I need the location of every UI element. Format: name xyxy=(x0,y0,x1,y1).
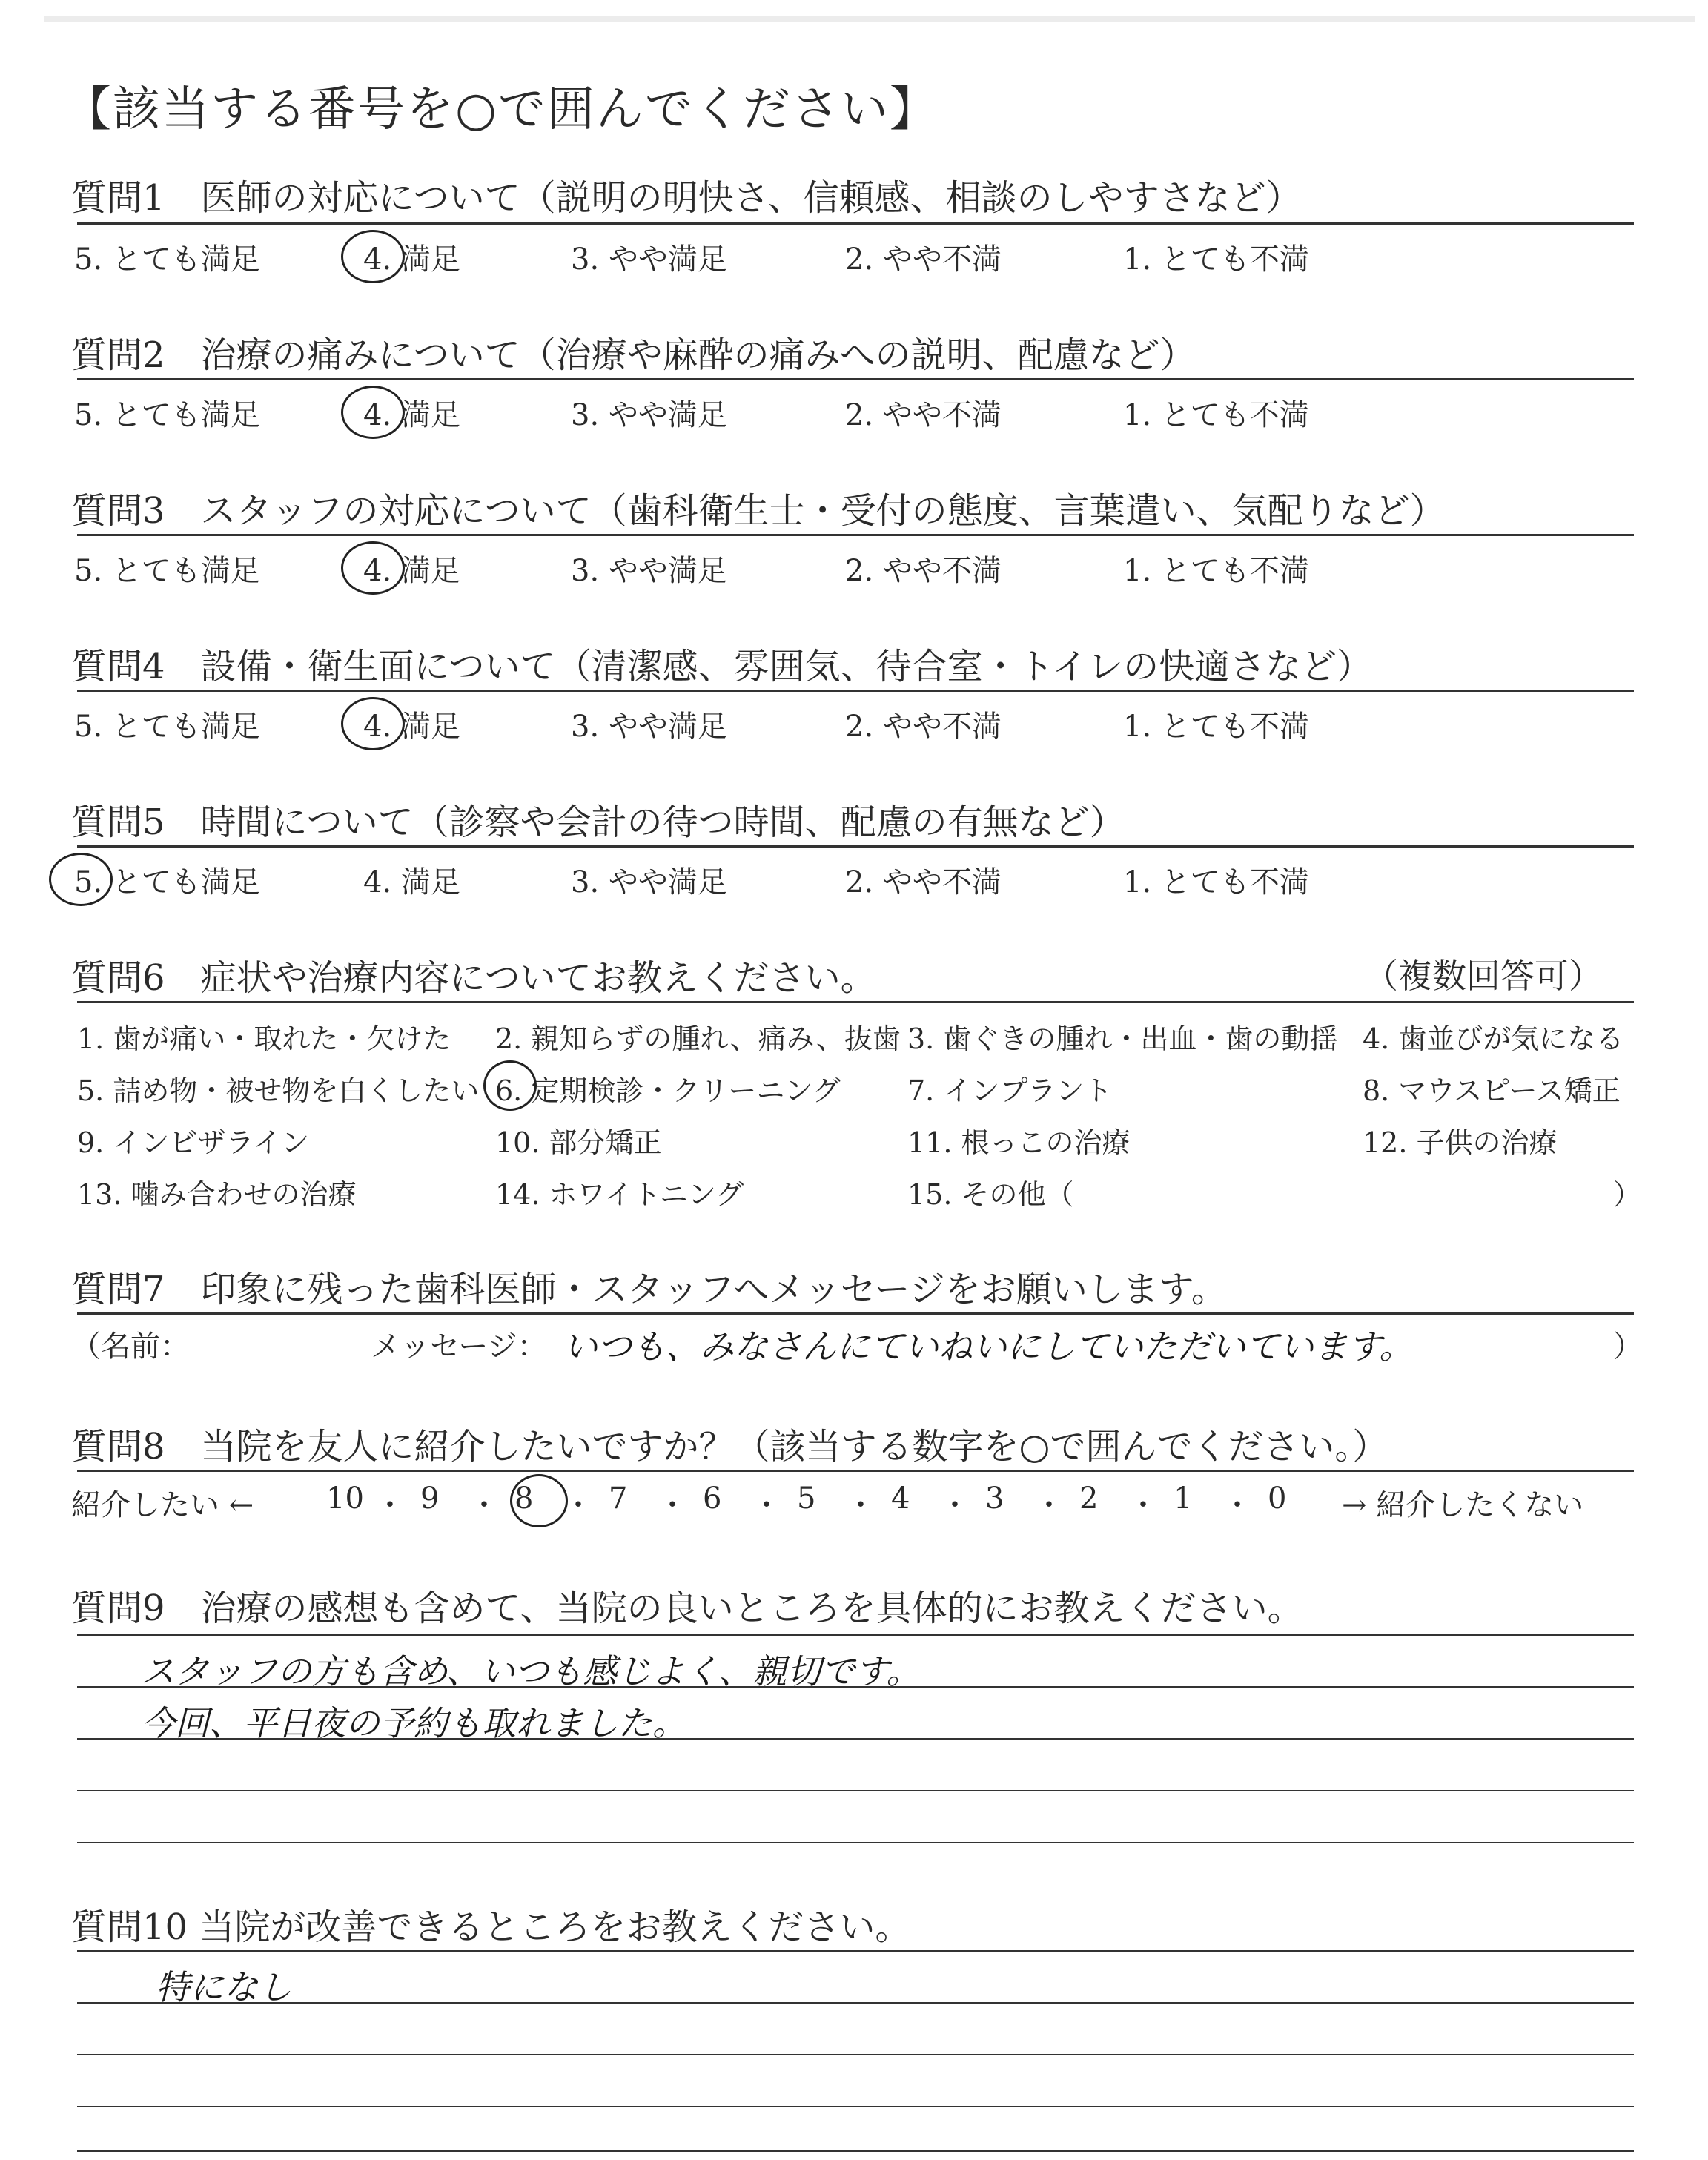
q8-scale-separator: ・ xyxy=(658,1488,687,1522)
q6-item-2[interactable]: 2. 親知らずの腫れ、痛み、抜歯 xyxy=(495,1023,901,1055)
q8-scale-separator: ・ xyxy=(940,1488,970,1522)
q8-scale-value-8[interactable]: 8 xyxy=(514,1482,534,1516)
q4-selection-circle xyxy=(341,697,405,750)
q6-item-7[interactable]: 7. インプラント xyxy=(907,1074,1113,1107)
q3-option-5[interactable]: 5. とても満足 xyxy=(74,554,260,588)
q6-item-12[interactable]: 12. 子供の治療 xyxy=(1363,1126,1558,1159)
question-4-heading: 質問4 設備・衛生面について（清潔感、雰囲気、待合室・トイレの快適さなど） xyxy=(71,646,1373,687)
question-7-heading: 質問7 印象に残った歯科医師・スタッフへメッセージをお願いします。 xyxy=(71,1269,1227,1310)
question-6-rule xyxy=(77,1001,1634,1003)
q10-answer-line-1[interactable]: 特になし xyxy=(156,1967,292,2007)
q5-option-2[interactable]: 2. やや不満 xyxy=(845,865,1002,899)
q10-writing-line-1 xyxy=(77,1950,1634,1952)
q6-selection-circle xyxy=(483,1060,537,1111)
q3-option-1[interactable]: 1. とても不満 xyxy=(1123,554,1309,588)
q8-scale-separator: ・ xyxy=(375,1488,405,1522)
q6-item-3[interactable]: 3. 歯ぐきの腫れ・出血・歯の動揺 xyxy=(907,1023,1338,1055)
q8-left-label: 紹介したい ← xyxy=(71,1488,254,1522)
question-3-heading: 質問3 スタッフの対応について（歯科衛生士・受付の態度、言葉遣い、気配りなど） xyxy=(71,490,1446,532)
question-3-rule xyxy=(77,534,1634,536)
q9-writing-line-5 xyxy=(77,1842,1634,1843)
question-6-note: （複数回答可） xyxy=(1364,956,1603,996)
question-2-heading: 質問2 治療の痛みについて（治療や麻酔の痛みへの説明、配慮など） xyxy=(71,334,1196,376)
q9-writing-line-1 xyxy=(77,1634,1634,1636)
q2-option-3[interactable]: 3. やや満足 xyxy=(571,398,727,432)
q6-item-5[interactable]: 5. 詰め物・被せ物を白くしたい xyxy=(77,1074,480,1107)
q5-option-5[interactable]: 5. とても満足 xyxy=(74,865,260,899)
q4-option-2[interactable]: 2. やや不満 xyxy=(845,710,1002,744)
q9-writing-line-4 xyxy=(77,1790,1634,1791)
q8-scale-separator: ・ xyxy=(563,1488,593,1522)
q5-option-3[interactable]: 3. やや満足 xyxy=(571,865,727,899)
question-10-heading: 質問10 当院が改善できるところをお教えください。 xyxy=(71,1906,911,1948)
q8-scale-separator: ・ xyxy=(1034,1488,1064,1522)
q7-message-handwriting[interactable]: いつも、みなさんにていねいにしていただいています。 xyxy=(563,1327,1414,1367)
q8-scale-value-1[interactable]: 1 xyxy=(1174,1482,1193,1516)
question-1-heading: 質問1 医師の対応について（説明の明快さ、信頼感、相談のしやすさなど） xyxy=(71,177,1302,219)
q8-scale-separator: ・ xyxy=(752,1488,781,1522)
q6-item-15-close: ） xyxy=(1613,1178,1642,1211)
q7-message-label: メッセージ： xyxy=(371,1330,547,1364)
q8-scale-value-5[interactable]: 5 xyxy=(797,1482,816,1516)
q6-item-1[interactable]: 1. 歯が痛い・取れた・欠けた xyxy=(77,1023,451,1055)
question-6-heading: 質問6 症状や治療内容についてお教えください。 xyxy=(71,957,876,999)
q2-option-2[interactable]: 2. やや不満 xyxy=(845,398,1002,432)
q10-writing-line-4 xyxy=(77,2106,1634,2107)
scan-top-edge xyxy=(44,16,1695,22)
q9-answer-line-2[interactable]: 今回、平日夜の予約も取れました。 xyxy=(141,1703,686,1743)
q2-option-5[interactable]: 5. とても満足 xyxy=(74,398,260,432)
question-1-rule xyxy=(77,222,1634,225)
q5-option-4[interactable]: 4. 満足 xyxy=(363,865,460,899)
q10-writing-line-3 xyxy=(77,2054,1634,2055)
q8-scale-value-3[interactable]: 3 xyxy=(985,1482,1004,1516)
q10-writing-line-5 xyxy=(77,2150,1634,2152)
q1-option-2[interactable]: 2. やや不満 xyxy=(845,242,1002,277)
question-8-rule xyxy=(77,1470,1634,1472)
question-8-heading: 質問8 当院を友人に紹介したいですか？（該当する数字を○で囲んでください。） xyxy=(71,1426,1388,1467)
q8-scale-separator: ・ xyxy=(469,1488,499,1522)
q6-item-11[interactable]: 11. 根っこの治療 xyxy=(907,1126,1131,1159)
q6-item-8[interactable]: 8. マウスピース矯正 xyxy=(1363,1074,1621,1107)
q8-right-label: → 紹介したくない xyxy=(1342,1488,1584,1522)
q7-name-label: （名前： xyxy=(71,1330,190,1364)
q6-item-13[interactable]: 13. 噛み合わせの治療 xyxy=(77,1178,357,1211)
q6-item-14[interactable]: 14. ホワイトニング xyxy=(495,1178,744,1211)
question-4-rule xyxy=(77,690,1634,692)
q3-option-3[interactable]: 3. やや満足 xyxy=(571,554,727,588)
q9-answer-line-1[interactable]: スタッフの方も含め、いつも感じよく、親切です。 xyxy=(141,1651,921,1691)
form-title: 【該当する番号を○で囲んでください】 xyxy=(64,82,939,137)
q6-item-10[interactable]: 10. 部分矯正 xyxy=(495,1126,662,1159)
q1-selection-circle xyxy=(341,230,405,283)
q8-selection-circle xyxy=(510,1474,568,1527)
q8-scale-separator: ・ xyxy=(1128,1488,1158,1522)
question-5-heading: 質問5 時間について（診察や会計の待つ時間、配慮の有無など） xyxy=(71,802,1125,843)
q8-scale-value-6[interactable]: 6 xyxy=(703,1482,722,1516)
q6-item-9[interactable]: 9. インビザライン xyxy=(77,1126,310,1159)
q8-scale-value-0[interactable]: 0 xyxy=(1268,1482,1287,1516)
q1-option-5[interactable]: 5. とても満足 xyxy=(74,242,260,277)
q1-option-1[interactable]: 1. とても不満 xyxy=(1123,242,1309,277)
q8-scale-value-2[interactable]: 2 xyxy=(1079,1482,1099,1516)
q1-option-4[interactable]: 4. 満足 xyxy=(363,242,460,277)
q8-scale-separator: ・ xyxy=(1222,1488,1252,1522)
q5-option-1[interactable]: 1. とても不満 xyxy=(1123,865,1309,899)
q2-selection-circle xyxy=(341,386,405,439)
q10-writing-line-2 xyxy=(77,2002,1634,2004)
q6-item-4[interactable]: 4. 歯並びが気になる xyxy=(1363,1023,1624,1055)
q4-option-5[interactable]: 5. とても満足 xyxy=(74,710,260,744)
q5-selection-circle xyxy=(49,853,113,906)
q8-scale-separator: ・ xyxy=(846,1488,875,1522)
q8-scale-value-9[interactable]: 9 xyxy=(420,1482,440,1516)
q3-option-2[interactable]: 2. やや不満 xyxy=(845,554,1002,588)
q3-option-4[interactable]: 4. 満足 xyxy=(363,554,460,588)
q6-item-15[interactable]: 15. その他（ xyxy=(907,1178,1074,1211)
q4-option-1[interactable]: 1. とても不満 xyxy=(1123,710,1309,744)
q2-option-4[interactable]: 4. 満足 xyxy=(363,398,460,432)
question-2-rule xyxy=(77,378,1634,380)
q3-selection-circle xyxy=(341,541,405,595)
q4-option-4[interactable]: 4. 満足 xyxy=(363,710,460,744)
question-5-rule xyxy=(77,845,1634,848)
q4-option-3[interactable]: 3. やや満足 xyxy=(571,710,727,744)
q8-scale-value-4[interactable]: 4 xyxy=(891,1482,910,1516)
q7-close: ） xyxy=(1613,1330,1643,1364)
question-9-heading: 質問9 治療の感想も含めて、当院の良いところを具体的にお教えください。 xyxy=(71,1588,1303,1629)
q6-item-6[interactable]: 6. 定期検診・クリーニング xyxy=(495,1074,841,1107)
q8-scale-value-7[interactable]: 7 xyxy=(609,1482,628,1516)
question-7-rule xyxy=(77,1312,1634,1315)
q2-option-1[interactable]: 1. とても不満 xyxy=(1123,398,1309,432)
q1-option-3[interactable]: 3. やや満足 xyxy=(571,242,727,277)
q8-scale-value-10[interactable]: 10 xyxy=(326,1482,364,1516)
